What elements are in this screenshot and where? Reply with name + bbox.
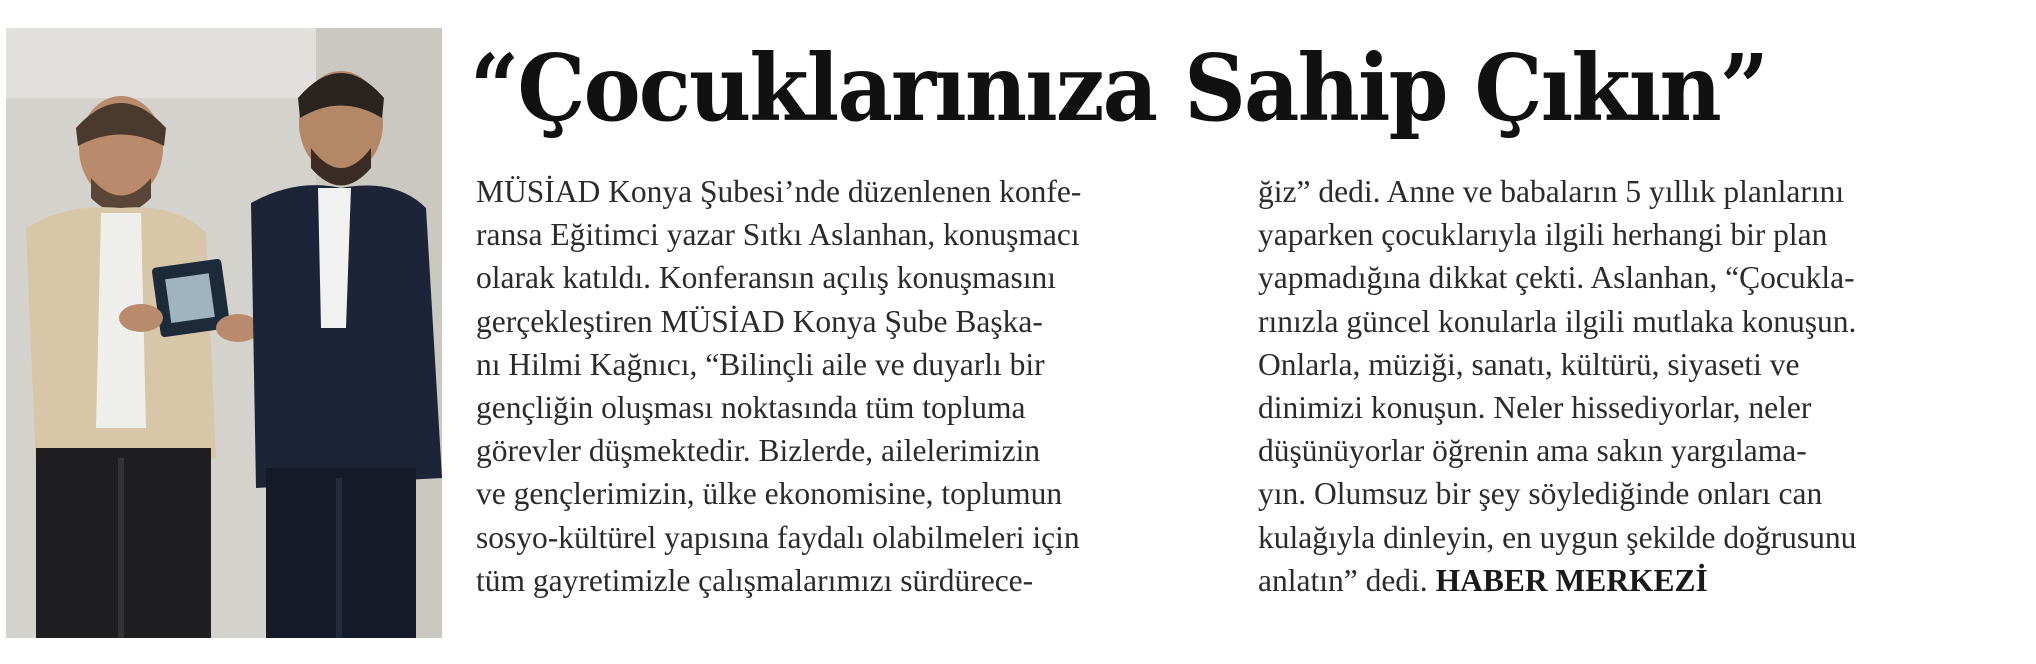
byline: HABER MERKEZİ (1435, 562, 1708, 598)
body-line: yın. Olumsuz bir şey söylediğinde onları can (1258, 476, 1823, 512)
body-line: gerçekleştiren MÜSİAD Konya Şube Başka- (476, 303, 1043, 339)
body-line-text: anlatın” dedi. (1258, 562, 1436, 598)
body-line: görevler düşmektedir. Bizlerde, ailelerimizin (476, 433, 1041, 469)
body-line: sosyo-kültürel yapısına faydalı olabilmeleri için (476, 519, 1080, 555)
article-photo (6, 28, 442, 638)
body-line: olarak katıldı. Konferansın açılış konuşmasını (476, 260, 1056, 296)
body-line: ğiz” dedi. Anne ve babaların 5 yıllık planlarını (1258, 174, 1845, 209)
body-line: ransa Eğitimci yazar Sıtkı Aslanhan, konuşmacı (476, 217, 1080, 253)
body-line: nı Hilmi Kağnıcı, “Bilinçli aile ve duyarlı bir (476, 346, 1045, 382)
headline: “Çocuklarınıza Sahip Çıkın” (470, 34, 1768, 142)
body-line: yaparken çocuklarıyla ilgili herhangi bir plan (1258, 217, 1828, 253)
body-line: dinimizi konuşun. Neler hissediyorlar, neler (1258, 389, 1812, 425)
body-line: gençliğin oluşması noktasında tüm topluma (476, 389, 1026, 425)
body-line: düşünüyorlar öğrenin ama sakın yargılama- (1258, 433, 1807, 469)
body-line: ve gençlerimizin, ülke ekonomisine, toplumun (476, 476, 1063, 512)
body-line: rınızla güncel konularla ilgili mutlaka konuşun. (1258, 303, 1857, 339)
body-line: MÜSİAD Konya Şubesi’nde düzenlenen konfe- (476, 174, 1082, 209)
article-column-left (476, 170, 1206, 602)
body-line-final (1258, 559, 2028, 602)
body-line: kulağıyla dinleyin, en uygun şekilde doğrusunu (1258, 519, 1857, 555)
body-line: tüm gayretimizle çalışmalarımızı sürdürece- (476, 562, 1034, 598)
article-column-right (1258, 170, 2028, 602)
body-line: yapmadığına dikkat çekti. Aslanhan, “Çocukla- (1258, 260, 1855, 296)
body-line: Onlarla, müziği, sanatı, kültürü, siyaseti ve (1258, 346, 1800, 382)
